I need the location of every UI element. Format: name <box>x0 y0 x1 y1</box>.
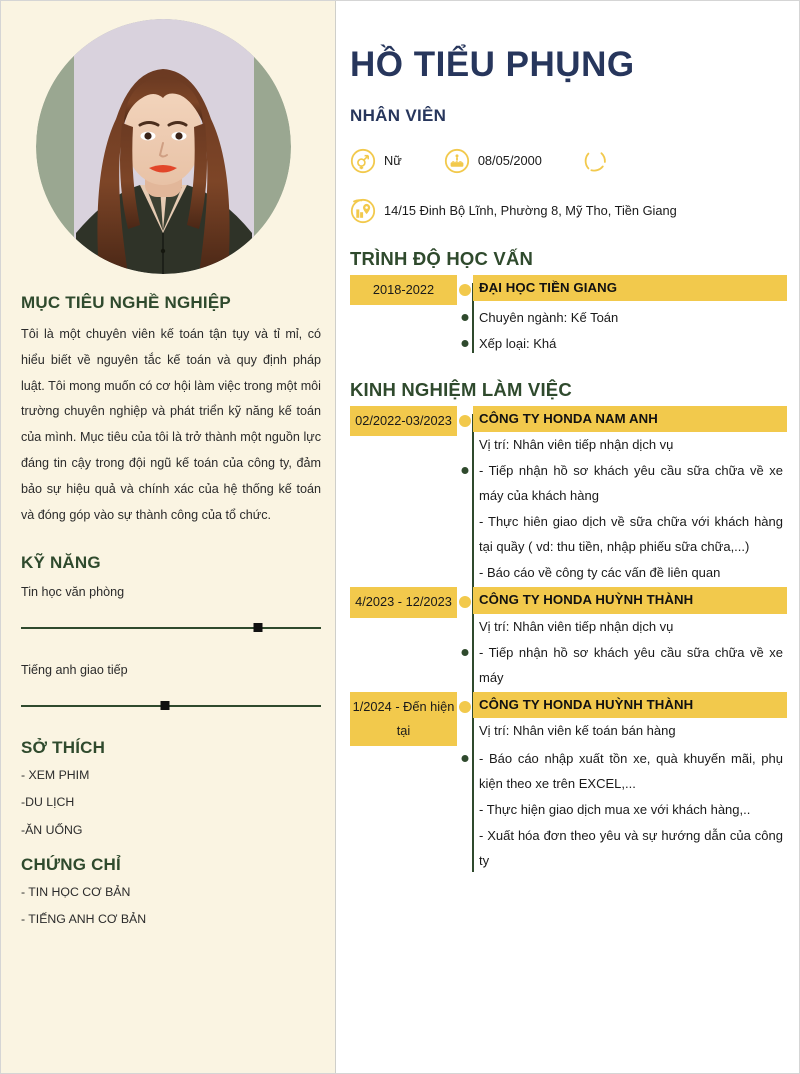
avatar <box>36 19 291 274</box>
entry-body <box>473 275 787 302</box>
entry-org: CÔNG TY HONDA HUỲNH THÀNH <box>473 692 787 719</box>
list-item: - TIẾNG ANH CƠ BẢN <box>21 912 147 927</box>
slider-track <box>21 705 321 707</box>
entry-line: Xếp loại: Khá <box>479 336 557 352</box>
education-section <box>350 248 787 357</box>
entry-date: 02/2022-03/2023 <box>350 406 457 436</box>
timeline-dot-highlight <box>459 284 471 296</box>
entry-line: - Báo cáo về công ty các vấn đề liên quan <box>479 565 721 581</box>
entry-date: 1/2024 - Đến hiện tại <box>350 692 457 747</box>
education-timeline <box>350 275 787 357</box>
hobbies-section <box>21 738 321 839</box>
skills-heading: KỸ NĂNG <box>21 552 101 572</box>
list-item: -DU LỊCH <box>21 795 75 810</box>
timeline-entry-line <box>350 331 787 357</box>
hobbies-heading: SỞ THÍCH <box>21 737 106 757</box>
entry-body <box>473 458 787 586</box>
timeline-entry-line <box>350 640 787 691</box>
entry-date: 2018-2022 <box>350 275 457 305</box>
timeline-entry-line <box>350 305 787 331</box>
certificates-heading: CHỨNG CHỈ <box>21 854 121 874</box>
entry-line: Chuyên ngành: Kế Toán <box>479 310 619 326</box>
sidebar <box>1 1 336 1073</box>
address-row <box>350 198 787 224</box>
skill-item <box>21 582 321 634</box>
slider-track <box>21 627 321 629</box>
list-item: -ĂN UỐNG <box>21 822 83 837</box>
certificates-section <box>21 855 321 928</box>
entry-line: - Thực hiên giao dịch về sữa chữa với khách hàng tại quầy ( vd: thu tiền, nhập phiếu sữa chữa,...) <box>479 514 783 555</box>
timeline-entry <box>350 275 787 305</box>
slider-knob[interactable] <box>161 701 170 710</box>
timeline-dot-highlight <box>459 701 471 713</box>
skills-section <box>21 553 321 712</box>
entry-org: CÔNG TY HONDA HUỲNH THÀNH <box>473 587 787 614</box>
skill-slider[interactable] <box>21 622 321 634</box>
entry-body <box>473 640 787 691</box>
timeline-dot <box>462 314 469 321</box>
address-field <box>350 198 677 224</box>
timeline-dot <box>462 340 469 347</box>
objective-text: Tôi là một chuyên viên kế toán tận tụy và tỉ mỉ, có hiểu biết về nguyên tắc kế toán và quy định pháp luật. Tôi mong muốn có cơ hội làm việc trong một môi trường chuyên nghiệp và phát triển kỹ năng kế toán của mình. Mục tiêu của tôi là trở thành một nguồn lực đáng tin cậy trong đội ngũ kế toán của công ty, đảm bảo sự hiệu quả và chính xác của hệ thống kế toán và đóng góp vào sự thành công của tổ chức. <box>21 327 321 522</box>
entry-org: ĐẠI HỌC TIỀN GIANG <box>473 275 787 302</box>
partial-circle-icon <box>582 148 608 174</box>
timeline-entry-line <box>350 458 787 586</box>
education-heading: TRÌNH ĐỘ HỌC VẤN <box>350 247 534 269</box>
entry-line: Vị trí: Nhân viên tiếp nhận dịch vụ <box>479 437 674 453</box>
experience-section <box>350 379 787 874</box>
experience-timeline <box>350 406 787 874</box>
entry-line: Vị trí: Nhân viên kế toán bán hàng <box>479 723 676 739</box>
page-title: HỒ TIỂU PHỤNG <box>350 45 635 84</box>
birthdate-value: 08/05/2000 <box>477 153 542 169</box>
experience-heading: KINH NGHIỆM LÀM VIỆC <box>350 378 572 400</box>
gender-value: Nữ <box>384 153 402 169</box>
timeline-dot <box>462 649 469 656</box>
slider-knob[interactable] <box>254 623 263 632</box>
timeline-entry-line <box>350 746 787 874</box>
skill-label: Tin học văn phòng <box>21 584 125 599</box>
entry-line: - Tiếp nhận hồ sơ khách yêu cầu sữa chữa về xe máy của khách hàng <box>479 463 783 504</box>
entry-body <box>473 587 787 639</box>
gender-field <box>350 148 402 174</box>
timeline-entry <box>350 692 787 747</box>
entry-line: Vị trí: Nhân viên tiếp nhận dịch vụ <box>479 618 674 634</box>
entry-body <box>473 692 787 744</box>
main-content <box>337 1 800 1073</box>
timeline-dot-highlight <box>459 596 471 608</box>
address-value: 14/15 Đinh Bộ Lĩnh, Phường 8, Mỹ Tho, Tiền Giang <box>384 203 677 219</box>
sidebar-content <box>21 293 321 939</box>
extra-field <box>582 148 608 174</box>
entry-date: 4/2023 - 12/2023 <box>350 587 457 617</box>
entry-line: - Báo cáo nhập xuất tồn xe, quà khuyến mãi, phụ kiện theo xe trên EXCEL,... <box>479 751 783 792</box>
objective-heading: MỤC TIÊU NGHỀ NGHIỆP <box>21 293 231 312</box>
timeline-entry <box>350 587 787 639</box>
entry-body <box>473 331 787 357</box>
entry-line: - Tiếp nhận hồ sơ khách yêu cầu sữa chữa về xe máy <box>479 644 783 685</box>
skill-slider[interactable] <box>21 700 321 712</box>
timeline-entry <box>350 406 787 458</box>
location-pin-icon <box>350 198 376 224</box>
portrait-photo-icon <box>36 19 291 274</box>
skill-item <box>21 660 321 712</box>
birthdate-field <box>444 148 542 174</box>
personal-info-row <box>350 148 787 174</box>
timeline-dot <box>462 755 469 762</box>
timeline-dot-highlight <box>459 415 471 427</box>
list-item: - XEM PHIM <box>21 767 90 782</box>
entry-org: CÔNG TY HONDA NAM ANH <box>473 406 787 433</box>
birthday-cake-icon <box>444 148 470 174</box>
entry-body <box>473 305 787 331</box>
skill-label: Tiếng anh giao tiếp <box>21 662 128 677</box>
entry-body <box>473 746 787 874</box>
job-title: NHÂN VIÊN <box>350 105 447 125</box>
entry-line: - Xuất hóa đơn theo yêu và sự hướng dẫn của công ty <box>479 828 783 868</box>
timeline-dot <box>462 467 469 474</box>
gender-icon <box>350 148 376 174</box>
list-item: - TIN HỌC CƠ BẢN <box>21 884 131 899</box>
entry-body <box>473 406 787 458</box>
entry-line: - Thực hiện giao dịch mua xe với khách hàng,.. <box>479 802 751 818</box>
